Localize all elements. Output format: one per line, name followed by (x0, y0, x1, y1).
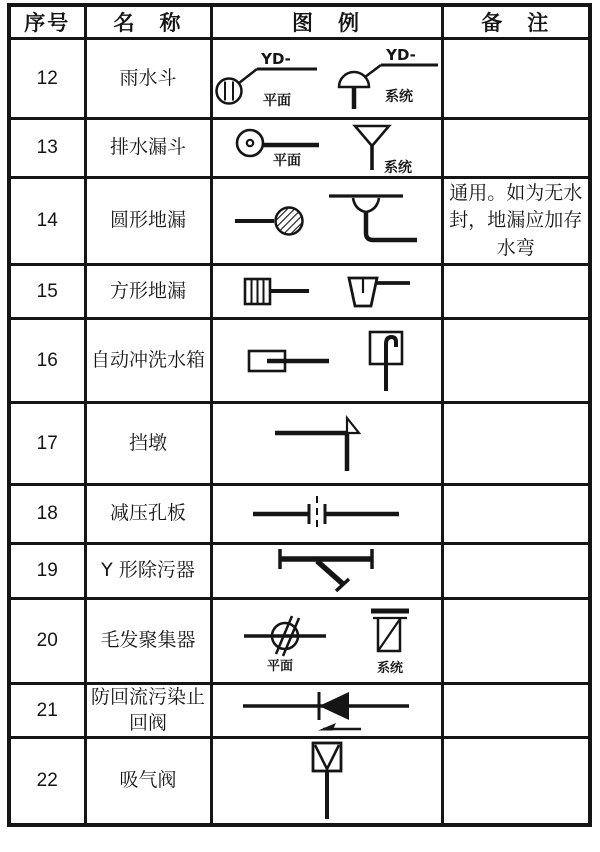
legend-cell (211, 684, 442, 738)
row-number: 12 (9, 39, 85, 119)
auto-flush-tank-system-icon (363, 328, 409, 394)
y-strainer-icon (271, 545, 383, 597)
table-row (9, 403, 590, 485)
row-name: 圆形地漏 (85, 178, 211, 265)
table-row (9, 485, 590, 544)
row-name: 减压孔板 (85, 485, 211, 544)
drain-funnel-system-icon (345, 120, 423, 176)
round-floor-drain-system-icon (325, 186, 421, 256)
row-name: 自动冲洗水箱 (85, 319, 211, 403)
legend-cell (211, 485, 442, 544)
row-remark (442, 119, 590, 178)
table-row (9, 265, 590, 319)
row-name: 雨水斗 (85, 39, 211, 119)
svg-text:系统: 系统 (384, 88, 413, 105)
square-floor-drain-plan-icon (241, 274, 313, 310)
hair-collector-system-icon (366, 604, 414, 678)
header-remark: 备 注 (442, 5, 590, 39)
legend-cell (211, 119, 442, 178)
row-name: 毛发聚集器 (85, 599, 211, 684)
row-remark (442, 684, 590, 738)
row-remark (442, 403, 590, 485)
legend-cell (211, 544, 442, 599)
legend-cell (211, 265, 442, 319)
legend-cell (211, 599, 442, 684)
legend-cell (211, 738, 442, 826)
thrust-block-icon (269, 413, 384, 475)
table-row (9, 544, 590, 599)
row-remark (442, 738, 590, 826)
round-floor-drain-plan-icon (233, 199, 309, 243)
table-row (9, 319, 590, 403)
svg-text:YD-: YD- (260, 49, 291, 68)
table-row (9, 684, 590, 738)
legend-cell (211, 178, 442, 265)
row-name: 防回流污染止回阀 (85, 684, 211, 738)
table-row (9, 39, 590, 119)
row-number: 21 (9, 684, 85, 738)
row-name: Y 形除污器 (85, 544, 211, 599)
svg-text:平面: 平面 (262, 92, 291, 109)
rainwater-hopper-plan-icon (213, 47, 321, 111)
drain-funnel-plan-icon (231, 124, 323, 172)
row-name: 挡墩 (85, 403, 211, 485)
row-remark: 通用。如为无水封，地漏应加存水弯 (442, 178, 590, 265)
row-remark (442, 599, 590, 684)
header-name: 名 称 (85, 5, 211, 39)
square-floor-drain-system-icon (339, 272, 413, 312)
svg-text:系统: 系统 (383, 160, 412, 176)
table-row (9, 119, 590, 178)
orifice-plate-icon (249, 491, 404, 537)
row-name: 排水漏斗 (85, 119, 211, 178)
row-remark (442, 485, 590, 544)
svg-text:平面: 平面 (266, 659, 293, 672)
row-number: 22 (9, 738, 85, 826)
row-number: 16 (9, 319, 85, 403)
header-row (9, 5, 590, 39)
row-number: 15 (9, 265, 85, 319)
legend-cell (211, 39, 442, 119)
legend-cell (211, 319, 442, 403)
table-row (9, 599, 590, 684)
row-number: 18 (9, 485, 85, 544)
hair-collector-plan-icon (240, 610, 332, 672)
auto-flush-tank-plan-icon (245, 344, 333, 378)
svg-text:系统: 系统 (376, 661, 403, 676)
legend-table (7, 3, 592, 827)
row-remark (442, 544, 590, 599)
row-remark (442, 319, 590, 403)
row-remark (442, 265, 590, 319)
rainwater-hopper-system-icon (329, 47, 441, 111)
row-number: 14 (9, 178, 85, 265)
air-admittance-valve-icon (306, 739, 348, 823)
svg-text:平面: 平面 (272, 153, 301, 169)
table-row (9, 178, 590, 265)
row-number: 17 (9, 403, 85, 485)
table-row (9, 738, 590, 826)
svg-text:YD-: YD- (385, 46, 416, 64)
row-name: 吸气阀 (85, 738, 211, 826)
row-name: 方形地漏 (85, 265, 211, 319)
row-remark (442, 39, 590, 119)
header-no: 序号 (9, 5, 85, 39)
legend-cell (211, 403, 442, 485)
row-number: 20 (9, 599, 85, 684)
row-number: 13 (9, 119, 85, 178)
header-legend: 图 例 (211, 5, 442, 39)
row-number: 19 (9, 544, 85, 599)
backflow-check-valve-icon (239, 686, 414, 736)
